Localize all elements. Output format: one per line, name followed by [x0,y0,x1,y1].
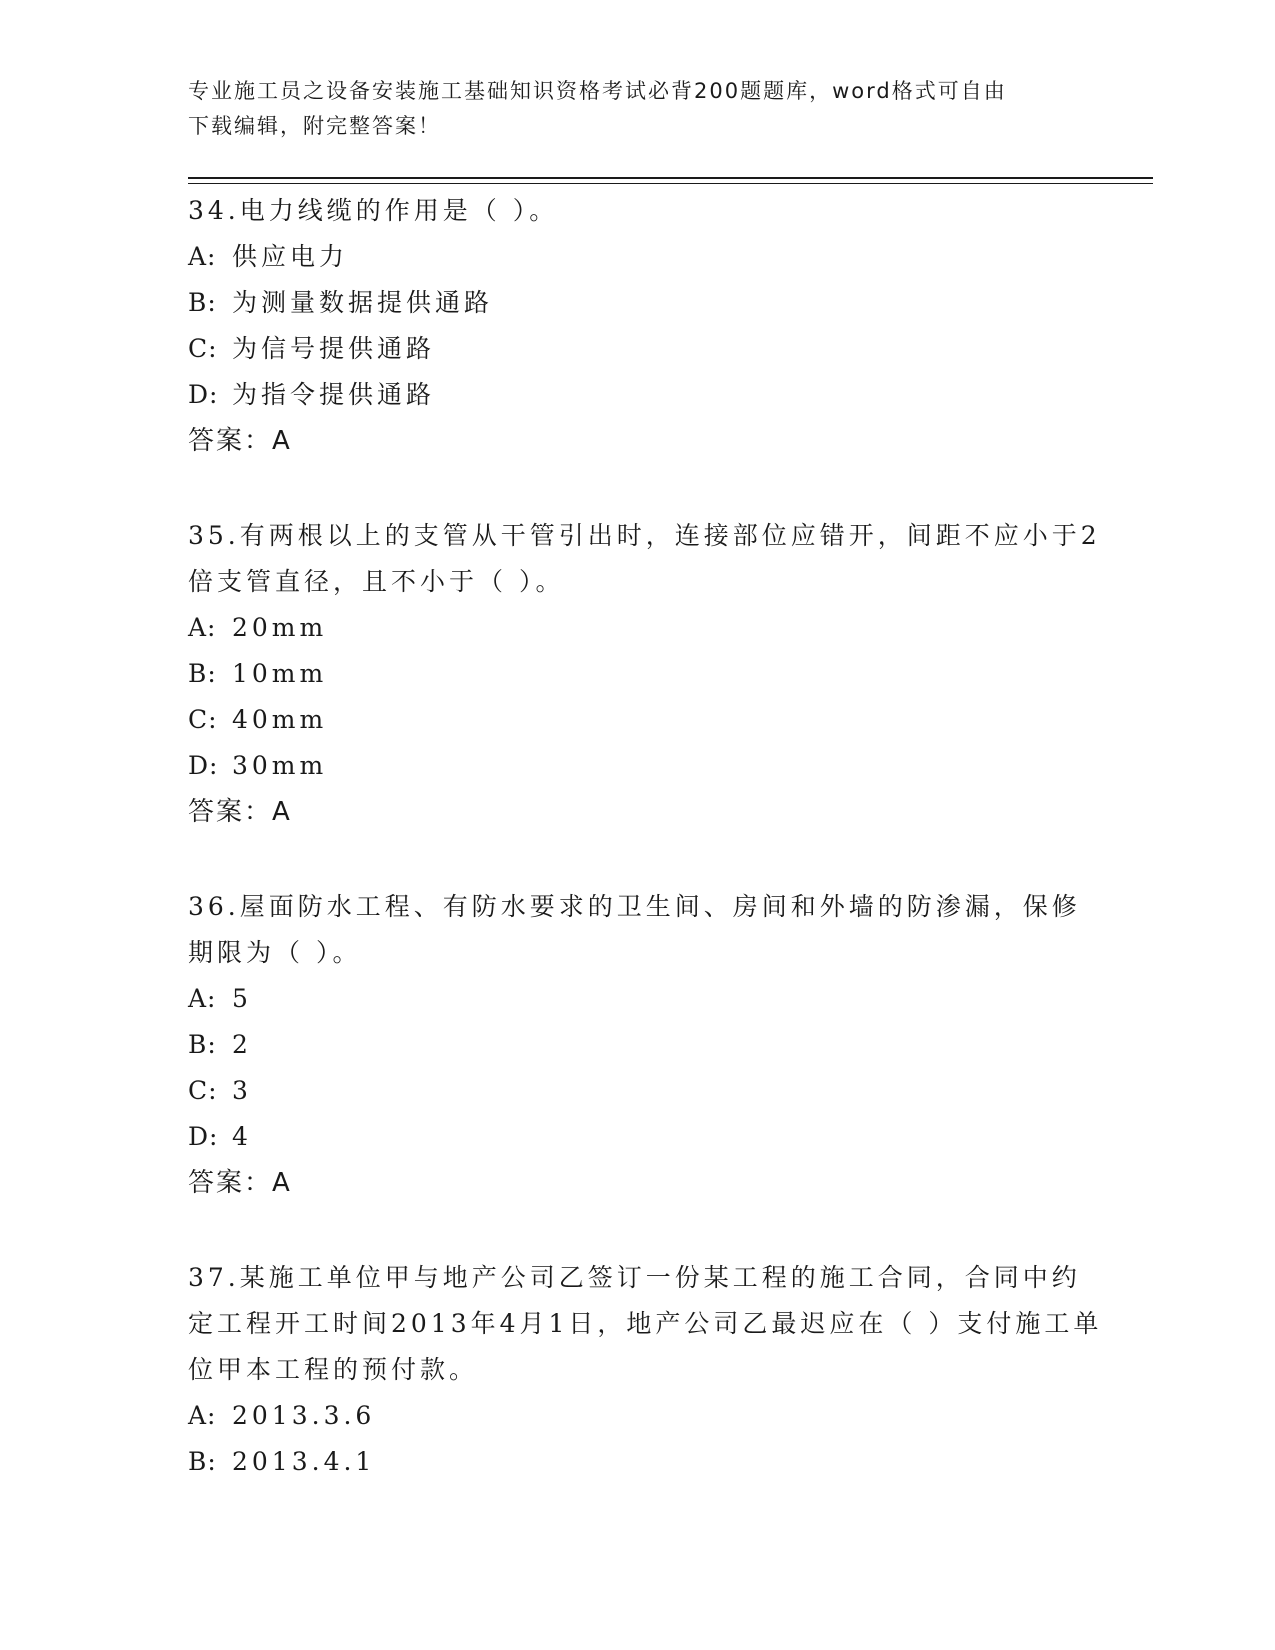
option-label: A: [188,984,217,1013]
option-c [188,326,1108,372]
option-text: 40mm [232,705,328,734]
option-a [188,234,1108,280]
option-b [188,651,1108,697]
option-label: D: [188,380,219,409]
question-37 [188,1255,1108,1485]
option-b [188,280,1108,326]
option-text: 10mm [232,659,328,688]
question-list [188,188,1108,1534]
option-label: B: [188,1030,217,1059]
option-text: 4 [232,1122,252,1151]
question-text: 34.电力线缆的作用是（ ）。 [188,196,559,225]
option-label: D: [188,1122,219,1151]
header-divider-thick [188,177,1153,179]
question-35 [188,513,1108,835]
question-34 [188,188,1108,464]
document-header [188,74,1088,144]
option-a [188,605,1108,651]
option-text: 供应电力 [232,242,349,271]
question-text: 37.某施工单位甲与地产公司乙签订一份某工程的施工合同，合同中约定工程开工时间2013年4月1日，地产公司乙最迟应在（ ）支付施工单位甲本工程的预付款。 [188,1263,1103,1384]
option-text: 为信号提供通路 [232,334,436,363]
option-label: B: [188,659,217,688]
option-text: 3 [232,1076,252,1105]
option-label: C: [188,1076,218,1105]
option-text: 5 [232,984,252,1013]
option-text: 为指令提供通路 [232,380,436,409]
header-line-1: 专业施工员之设备安装施工基础知识资格考试必背200题题库，word格式可自由 [188,79,1007,103]
option-text: 2013.4.1 [232,1447,376,1476]
option-d [188,372,1108,418]
answer-line: 答案：A [188,797,292,827]
option-label: B: [188,1447,217,1476]
option-text: 2 [232,1030,252,1059]
option-a [188,976,1108,1022]
option-label: D: [188,751,219,780]
option-label: A: [188,613,217,642]
option-text: 30mm [232,751,328,780]
answer-line: 答案：A [188,426,292,456]
option-a [188,1393,1108,1439]
option-text: 为测量数据提供通路 [232,288,494,317]
header-divider-thin [188,183,1153,184]
option-text: 2013.3.6 [232,1401,376,1430]
answer-line: 答案：A [188,1168,292,1198]
option-b [188,1439,1108,1485]
option-label: A: [188,242,217,271]
option-label: B: [188,288,217,317]
option-label: C: [188,705,218,734]
option-b [188,1022,1108,1068]
header-line-2: 下载编辑，附完整答案！ [188,114,441,138]
option-label: C: [188,334,218,363]
question-text: 36.屋面防水工程、有防水要求的卫生间、房间和外墙的防渗漏，保修期限为（ ）。 [188,892,1081,967]
option-d [188,1114,1108,1160]
option-label: A: [188,1401,217,1430]
option-d [188,743,1108,789]
question-text: 35.有两根以上的支管从干管引出时，连接部位应错开，间距不应小于2倍支管直径，且不小于（ ）。 [188,521,1101,596]
option-c [188,697,1108,743]
option-text: 20mm [232,613,328,642]
question-36 [188,884,1108,1206]
option-c [188,1068,1108,1114]
